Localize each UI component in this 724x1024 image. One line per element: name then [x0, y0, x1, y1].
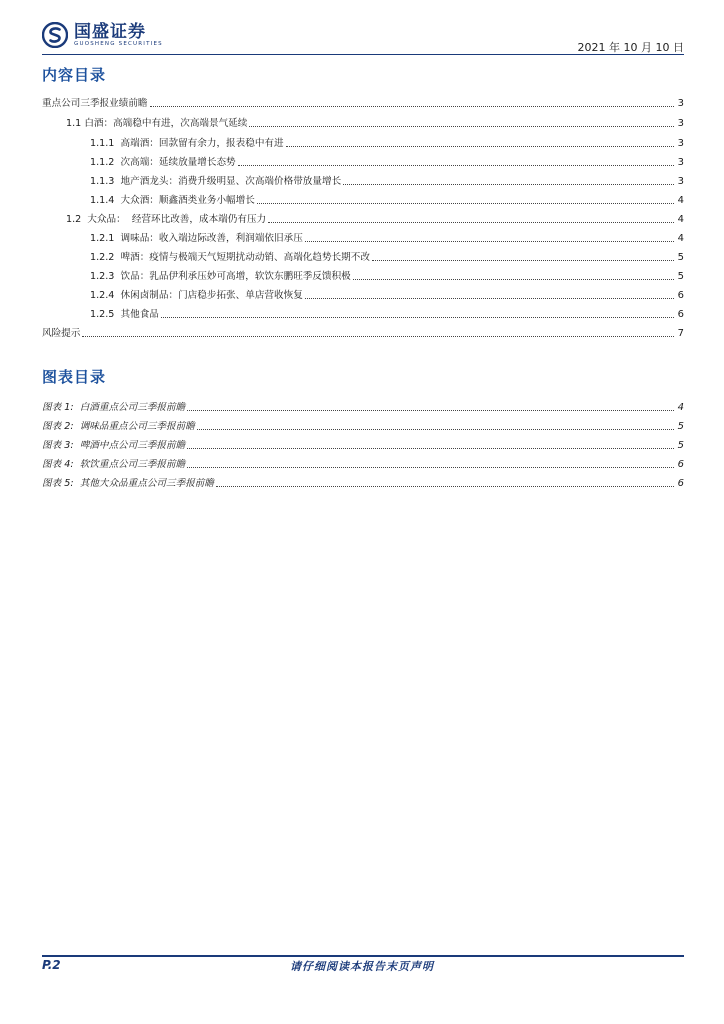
toc-entry-title: 休闲卤制品：门店稳步拓张、单店营收恢复: [120, 290, 303, 301]
page-header: [42, 18, 684, 58]
toc-entry-title: 风险提示: [42, 328, 81, 339]
toc-entry-page: 3: [677, 176, 684, 187]
dot-leader: [353, 278, 674, 280]
dot-leader: [187, 447, 674, 449]
dot-leader: [372, 259, 674, 261]
toc-entry[interactable]: 1.1.1 高端酒：回款留有余力，报表稳中有进 3: [90, 138, 684, 149]
toc-entry[interactable]: 1.1.4 大众酒：顺鑫酒类业务小幅增长 4: [90, 195, 684, 206]
toc-entry-page: 7: [677, 328, 684, 339]
dot-leader: [305, 240, 674, 242]
toc-entry[interactable]: 1.2.3 饮品：乳品伊利承压妙可高增，软饮东鹏旺季反馈积极 5: [90, 271, 684, 282]
toc-entry-page: 3: [677, 98, 684, 109]
figures-heading: 图表目录: [42, 368, 107, 386]
toc-entry-title: 高端酒：回款留有余力，报表稳中有进: [120, 138, 284, 149]
figure-entry-title: 啤酒中点公司三季报前瞻: [79, 440, 186, 451]
toc-entry[interactable]: 1.2.1 调味品：收入端边际改善，利润端依旧承压 4: [90, 233, 684, 244]
toc-entry-page: 6: [677, 309, 684, 320]
dot-leader: [187, 466, 674, 468]
logo-subtext: GUOSHENG SECURITIES: [74, 40, 163, 47]
toc-entry[interactable]: [42, 94, 684, 110]
toc-entry[interactable]: 1.2.5 其他食品 6: [90, 309, 684, 320]
toc-entry[interactable]: 1.1 白酒：高端稳中有进，次高端景气延续 3: [66, 118, 684, 129]
dot-leader: [257, 202, 674, 204]
dot-leader: [343, 183, 674, 185]
figure-entry-page: 4: [677, 402, 684, 413]
company-logo: [42, 22, 163, 48]
figure-entry-title: 白酒重点公司三季报前瞻: [79, 402, 186, 413]
toc-entry-page: 5: [677, 252, 684, 263]
figure-entry-title: 软饮重点公司三季报前瞻: [79, 459, 186, 470]
dot-leader: [305, 297, 674, 299]
toc-entry[interactable]: 1.2.4 休闲卤制品：门店稳步拓张、单店营收恢复 6: [90, 290, 684, 301]
figure-entry[interactable]: 图表 5: 其他大众品重点公司三季报前瞻 6: [42, 478, 684, 489]
toc-entry[interactable]: 1.2.2 啤酒：疫情与极端天气短期扰动动销、高端化趋势长期不改 5: [90, 252, 684, 263]
toc-entry-page: 3: [677, 157, 684, 168]
toc-entry-page: 5: [677, 271, 684, 282]
dot-leader: [238, 164, 674, 166]
toc-entry-page: 4: [677, 195, 684, 206]
toc-entry-title: 次高端：延续放量增长态势: [120, 157, 236, 168]
toc-entry[interactable]: 1.2 大众品： 经营环比改善，成本端仍有压力 4: [66, 214, 684, 225]
toc-entry-page: 3: [677, 118, 684, 129]
toc-entry-title: 其他食品: [120, 309, 159, 320]
logo-text: 国盛证券: [74, 21, 146, 42]
toc-entry-title: 重点公司三季报业绩前瞻: [42, 98, 148, 109]
dot-leader: [187, 409, 674, 411]
dot-leader: [197, 428, 674, 430]
toc-entry-title: 白酒：高端稳中有进，次高端景气延续: [84, 118, 248, 129]
report-date: 2021 年 10 月 10 日: [577, 41, 684, 54]
toc-entry-page: 4: [677, 214, 684, 225]
figure-entry-title: 其他大众品重点公司三季报前瞻: [79, 478, 214, 489]
footer-divider: [42, 955, 684, 957]
dot-leader: [161, 316, 674, 318]
figure-entry-title: 调味品重点公司三季报前瞻: [79, 421, 195, 432]
header-divider: [42, 54, 684, 55]
page-number: P.2: [42, 958, 61, 972]
dot-leader: [286, 145, 674, 147]
dot-leader: [249, 125, 674, 127]
dot-leader: [216, 485, 674, 487]
guosheng-logo-icon: [42, 22, 68, 48]
figure-entry-page: 6: [677, 478, 684, 489]
toc-entry-title: 啤酒：疫情与极端天气短期扰动动销、高端化趋势长期不改: [120, 252, 370, 263]
toc-heading: 内容目录: [42, 66, 107, 84]
toc-entry-title: 地产酒龙头：消费升级明显、次高端价格带放量增长: [120, 176, 342, 187]
figure-entry-page: 6: [677, 459, 684, 470]
figure-entry[interactable]: 图表 3: 啤酒中点公司三季报前瞻 5: [42, 440, 684, 451]
toc-entry-page: 6: [677, 290, 684, 301]
toc-entry-page: 4: [677, 233, 684, 244]
toc-entry-title: 大众品： 经营环比改善，成本端仍有压力: [87, 214, 267, 225]
toc-entry[interactable]: 1.1.3 地产酒龙头：消费升级明显、次高端价格带放量增长 3: [90, 176, 684, 187]
figure-entry[interactable]: 图表 4: 软饮重点公司三季报前瞻 6: [42, 459, 684, 470]
disclaimer-notice: 请仔细阅读本报告末页声明: [290, 960, 434, 973]
toc-entry[interactable]: 1.1.2 次高端：延续放量增长态势 3: [90, 157, 684, 168]
figure-entry-page: 5: [677, 440, 684, 451]
toc-entry[interactable]: [42, 324, 684, 340]
dot-leader: [150, 105, 674, 107]
toc-entry-page: 3: [677, 138, 684, 149]
figure-entry[interactable]: 图表 2: 调味品重点公司三季报前瞻 5: [42, 421, 684, 432]
toc-entry-title: 饮品：乳品伊利承压妙可高增，软饮东鹏旺季反馈积极: [120, 271, 351, 282]
dot-leader: [82, 335, 674, 337]
toc-entry-title: 调味品：收入端边际改善，利润端依旧承压: [120, 233, 303, 244]
toc-entry-title: 大众酒：顺鑫酒类业务小幅增长: [120, 195, 255, 206]
figure-entry[interactable]: 图表 1: 白酒重点公司三季报前瞻 4: [42, 402, 684, 413]
figure-entry-page: 5: [677, 421, 684, 432]
dot-leader: [268, 221, 674, 223]
